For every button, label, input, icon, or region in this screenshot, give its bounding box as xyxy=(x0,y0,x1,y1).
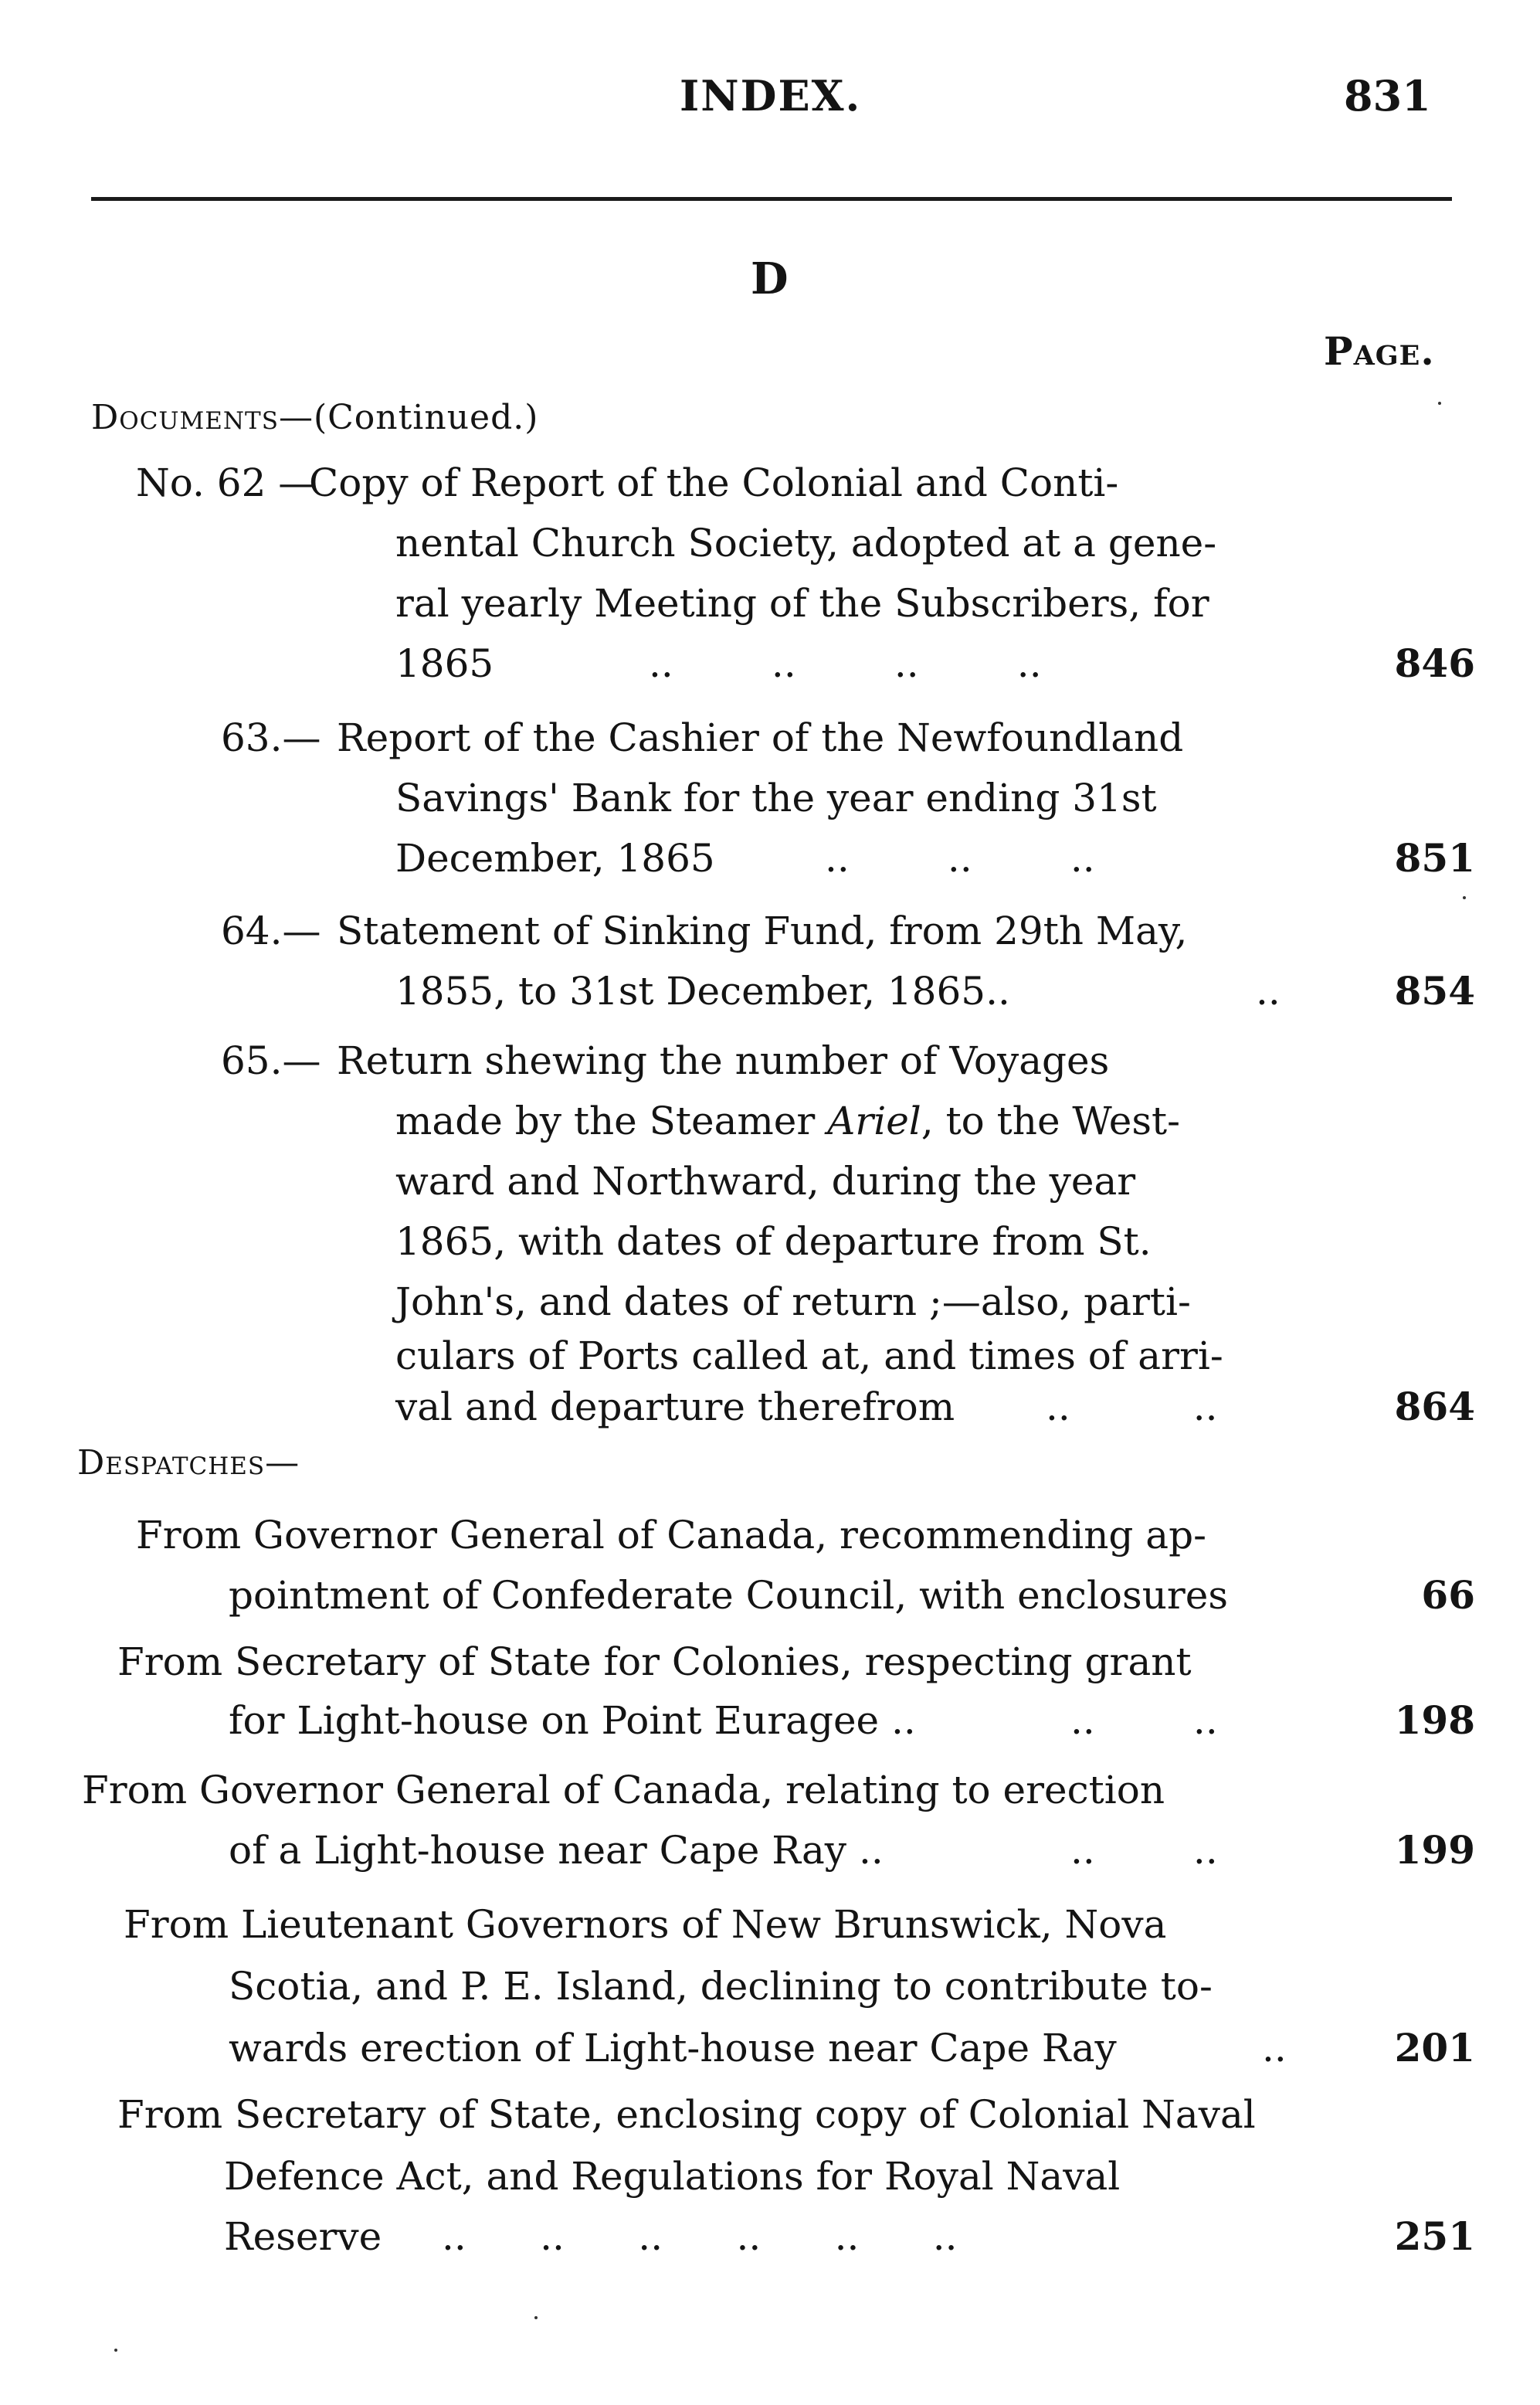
page-reference: 846 xyxy=(1394,640,1475,686)
entry-line: culars of Ports called at, and times of arri- xyxy=(395,1333,1223,1378)
entry-line: From Governor General of Canada, relating to erection xyxy=(82,1768,1165,1812)
dot-leader: .. .. xyxy=(1070,1828,1218,1873)
entry-line: Statement of Sinking Fund, from 29th May, xyxy=(337,909,1188,953)
page-reference: 201 xyxy=(1394,2025,1475,2070)
page-column-heading: Page. xyxy=(1324,328,1435,374)
entry-line: ward and Northward, during the year xyxy=(395,1159,1136,1204)
entry-number: No. 62 — xyxy=(136,460,317,505)
page-reference: 251 xyxy=(1394,2213,1475,2259)
group-heading-suffix: —(Continued.) xyxy=(278,398,539,437)
page-reference: 854 xyxy=(1394,968,1475,1014)
entry-line: From Secretary of State for Colonies, respecting grant xyxy=(117,1639,1192,1684)
group-heading-documents xyxy=(91,398,538,437)
page-reference: 851 xyxy=(1394,835,1475,881)
page-folio: 831 xyxy=(1344,71,1431,121)
page-reference: 864 xyxy=(1394,1384,1475,1429)
dot-leader: .. .. .. xyxy=(825,836,1095,881)
entry-number: 64.— xyxy=(221,909,321,953)
entry-line: ral yearly Meeting of the Subscribers, for xyxy=(395,581,1209,626)
entry-line: 1855, to 31st December, 1865.. xyxy=(395,969,1010,1014)
dot-leader: .. xyxy=(1262,2026,1287,2070)
entry-line: 1865, with dates of departure from St. xyxy=(395,1219,1152,1264)
running-head xyxy=(0,71,1540,133)
entry-line: December, 1865 xyxy=(395,836,715,881)
entry-line: 1865 xyxy=(395,641,494,686)
entry-line: Savings' Bank for the year ending 31st xyxy=(395,776,1157,820)
entry-line: Copy of Report of the Colonial and Conti- xyxy=(309,460,1119,505)
entry-line: for Light-house on Point Euragee .. xyxy=(229,1698,916,1743)
print-speck xyxy=(114,2349,117,2352)
ship-name: Ariel xyxy=(827,1099,921,1143)
entry-number: 63.— xyxy=(221,715,321,760)
dot-leader: .. xyxy=(1256,969,1281,1014)
dot-leader: .. .. .. .. xyxy=(649,641,1042,686)
header-rule xyxy=(91,197,1452,201)
entry-line: made by the Steamer Ariel, to the West- xyxy=(395,1099,1180,1143)
dot-leader: .. .. .. .. .. .. xyxy=(442,2214,958,2259)
entry-line: val and departure therefrom xyxy=(395,1384,955,1429)
entry-line: Reserve xyxy=(224,2214,382,2259)
entry-line: wards erection of Light-house near Cape Ray xyxy=(229,2026,1117,2070)
entry-line: From Secretary of State, enclosing copy of Colonial Naval xyxy=(117,2092,1256,2137)
print-speck xyxy=(534,2316,538,2319)
group-heading-suffix: — xyxy=(265,1443,300,1483)
entry-line: John's, and dates of return ;—also, parti- xyxy=(395,1279,1191,1324)
print-speck xyxy=(1438,402,1441,405)
entry-number: 65.— xyxy=(221,1038,321,1083)
entry-line: Report of the Cashier of the Newfoundland xyxy=(337,715,1184,760)
section-letter: D xyxy=(751,253,789,304)
entry-line: nental Church Society, adopted at a gene- xyxy=(395,521,1217,566)
group-heading-despatches xyxy=(77,1443,300,1483)
group-heading-label: Despatches xyxy=(77,1443,266,1483)
dot-leader: .. .. xyxy=(1070,1698,1218,1743)
entry-line: of a Light-house near Cape Ray .. xyxy=(229,1828,884,1873)
print-speck xyxy=(1463,896,1466,899)
entry-line: Return shewing the number of Voyages xyxy=(337,1038,1110,1083)
entry-line: Scotia, and P. E. Island, declining to contribute to- xyxy=(229,1964,1213,2009)
entry-line: Defence Act, and Regulations for Royal Naval xyxy=(224,2154,1121,2199)
entry-line: From Lieutenant Governors of New Brunswick, Nova xyxy=(124,1902,1167,1947)
page-reference: 199 xyxy=(1394,1827,1475,1873)
page-reference: 66 xyxy=(1421,1572,1475,1618)
dot-leader: .. .. xyxy=(1046,1384,1218,1429)
running-title: INDEX. xyxy=(680,71,862,121)
entry-line: From Governor General of Canada, recommending ap- xyxy=(136,1513,1207,1557)
group-heading-label: Documents xyxy=(91,398,279,437)
entry-line: pointment of Confederate Council, with enclosures xyxy=(229,1573,1229,1618)
page-reference: 198 xyxy=(1394,1697,1475,1743)
